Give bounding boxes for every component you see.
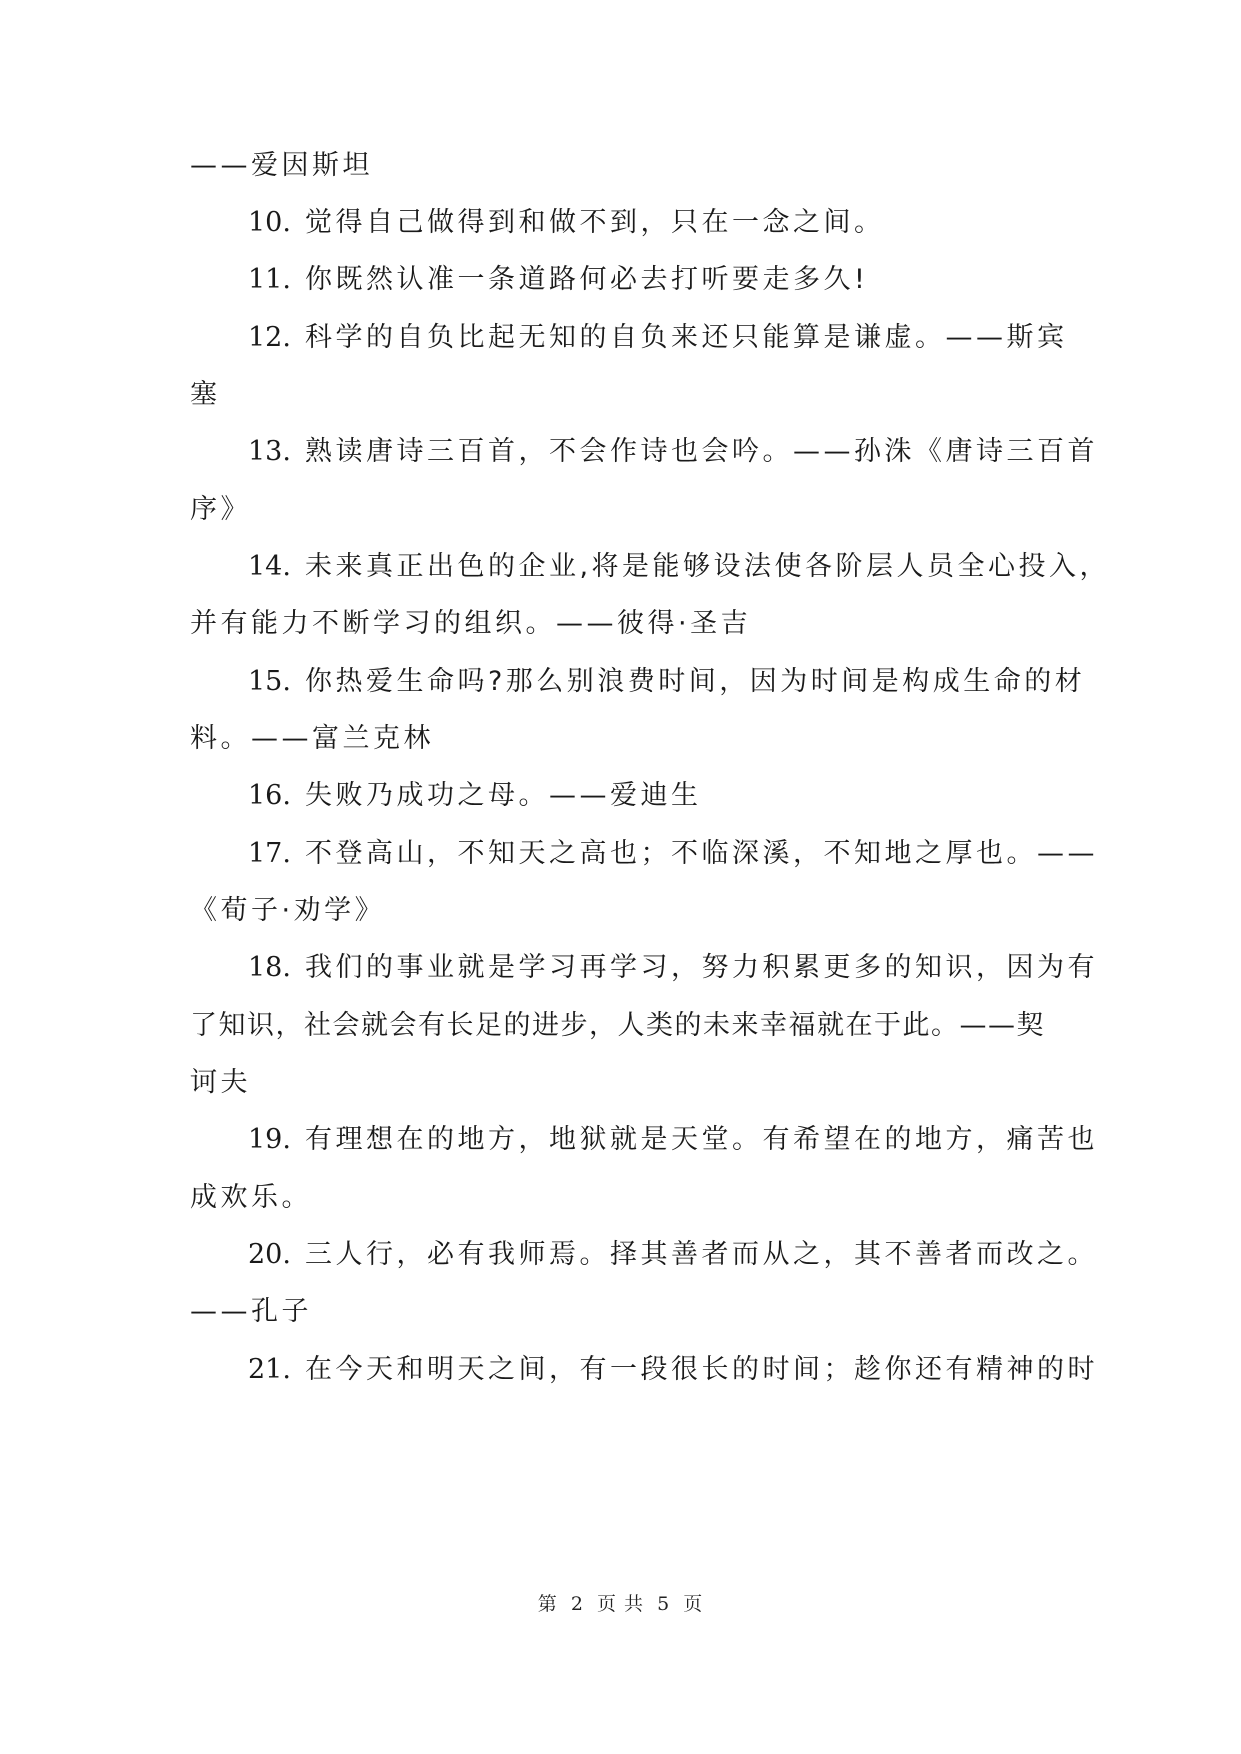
line-text: 熟读唐诗三百首，不会作诗也会吟。——孙洙《唐诗三百首 (304, 436, 1098, 467)
quote-number: 12. (248, 322, 291, 353)
quote-19-line (248, 1120, 1118, 1160)
quote-12-line (248, 318, 1118, 358)
line-text: 塞 (190, 379, 221, 410)
quote-number: 18. (248, 952, 291, 983)
text-line (190, 1178, 1060, 1218)
quote-number: 10. (248, 207, 291, 238)
quote-15-line (248, 662, 1118, 702)
quote-number: 17. (248, 838, 291, 869)
text-line (190, 146, 1060, 186)
line-text: 我们的事业就是学习再学习，努力积累更多的知识，因为有 (304, 952, 1098, 983)
footer-middle: 页 共 (596, 1593, 645, 1615)
line-text: 料。——富兰克林 (190, 723, 434, 754)
quote-20-line (248, 1235, 1118, 1275)
line-text: 失败乃成功之母。——爱迪生 (304, 780, 702, 811)
current-page-number: 2 (570, 1593, 584, 1615)
quote-18-line (248, 948, 1118, 988)
quote-number: 21. (248, 1354, 291, 1385)
quote-17-line (248, 834, 1118, 874)
quote-21-line (248, 1350, 1118, 1390)
text-line (190, 604, 1060, 644)
line-text: 诃夫 (190, 1067, 251, 1098)
quote-number: 16. (248, 780, 291, 811)
line-text: 三人行，必有我师焉。择其善者而从之，其不善者而改之。 (304, 1239, 1098, 1270)
quote-number: 20. (248, 1239, 291, 1270)
quote-16-line (248, 776, 1118, 816)
line-text: 《荀子·劝学》 (190, 895, 386, 926)
line-text: ——孔子 (190, 1296, 312, 1327)
text-line (190, 1292, 1060, 1332)
line-text: 序》 (190, 494, 251, 525)
line-text: 你既然认准一条道路何必去打听要走多久! (304, 264, 869, 295)
line-text: ——爱因斯坦 (190, 150, 373, 181)
quote-number: 19. (248, 1124, 291, 1155)
text-line (190, 490, 1060, 530)
quote-10-line (248, 203, 1118, 243)
quote-13-line (248, 432, 1118, 472)
line-text: 不登高山，不知天之高也；不临深溪，不知地之厚也。—— (304, 838, 1098, 869)
footer-suffix: 页 (683, 1593, 704, 1615)
quote-number: 13. (248, 436, 291, 467)
quote-14-line (248, 547, 1118, 587)
quote-number: 11. (248, 264, 291, 295)
quote-11-line (248, 260, 1118, 300)
line-text: 未来真正出色的企业,将是能够设法使各阶层人员全心投入， (304, 551, 1111, 582)
text-line (190, 1063, 1060, 1103)
page-footer (0, 1592, 1241, 1616)
line-text: 你热爱生命吗?那么别浪费时间，因为时间是构成生命的材 (304, 666, 1086, 697)
quote-number: 14. (248, 551, 291, 582)
text-line (190, 375, 1060, 415)
line-text: 有理想在的地方，地狱就是天堂。有希望在的地方，痛苦也 (304, 1124, 1098, 1155)
line-text: 觉得自己做得到和做不到，只在一念之间。 (304, 207, 885, 238)
line-text: 成欢乐。 (190, 1182, 312, 1213)
line-text: 并有能力不断学习的组织。——彼得·圣吉 (190, 608, 752, 639)
quote-number: 15. (248, 666, 291, 697)
footer-prefix: 第 (537, 1593, 558, 1615)
total-page-number: 5 (657, 1593, 671, 1615)
line-text: 在今天和明天之间，有一段很长的时间；趁你还有精神的时 (304, 1354, 1098, 1385)
line-text: 科学的自负比起无知的自负来还只能算是谦虚。——斯宾 (304, 322, 1068, 353)
text-line (190, 891, 1060, 931)
text-line (190, 1006, 1060, 1046)
text-line (190, 719, 1060, 759)
line-text: 了知识，社会就会有长足的进步，人类的未来幸福就在于此。——契 (190, 1010, 1045, 1041)
